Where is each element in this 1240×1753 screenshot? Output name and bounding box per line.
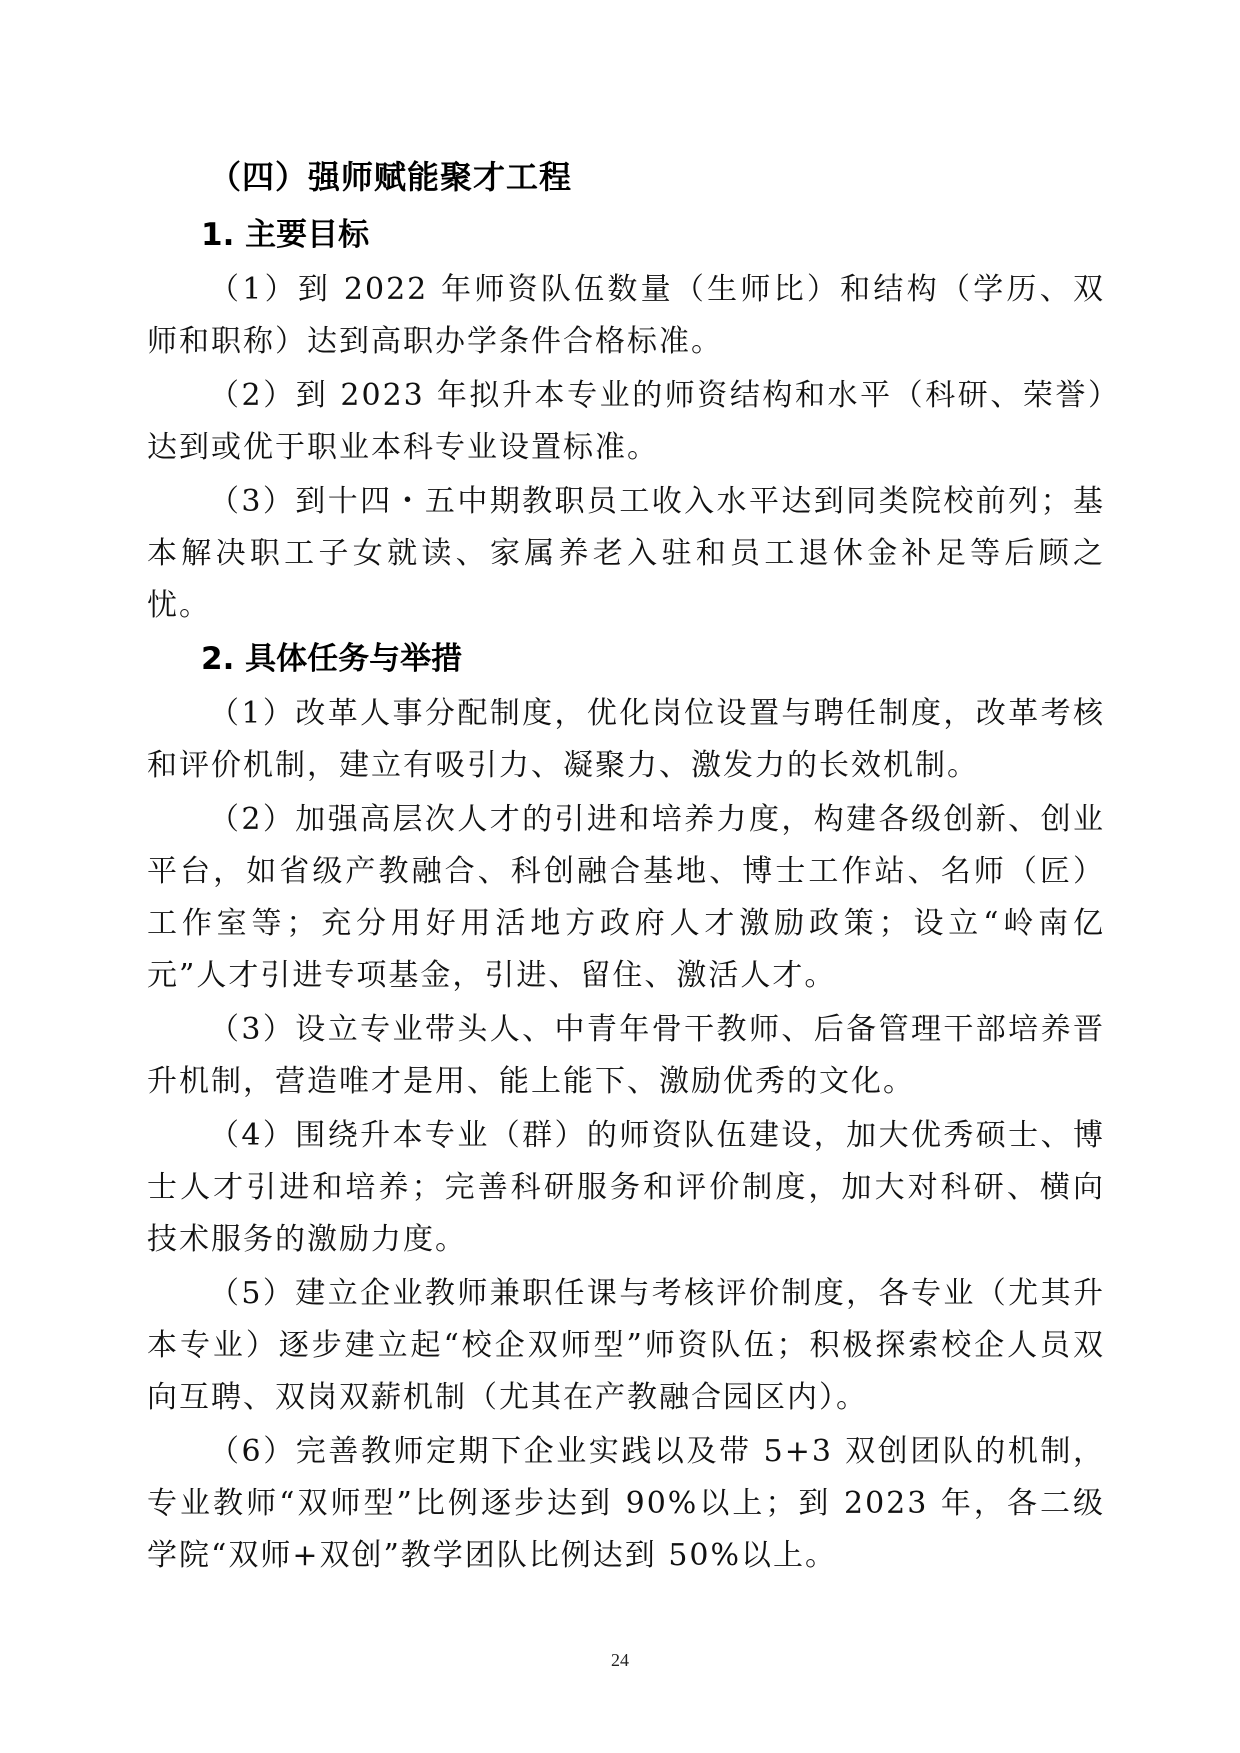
task-paragraph-3: （3）设立专业带头人、中青年骨干教师、后备管理干部培养晋升机制，营造唯才是用、能上能下、激励优秀的文化。 — [147, 1012, 1105, 1099]
section-title: （四）强师赋能聚才工程 — [209, 158, 573, 196]
task-paragraph-2: （2）加强高层次人才的引进和培养力度，构建各级创新、创业平台，如省级产教融合、科创融合基地、博士工作站、名师（匠）工作室等；充分用好用活地方政府人才激励政策；设立“岭南亿元”人才引进专项基金，引进、留住、激活人才。 — [147, 802, 1105, 993]
goal-paragraph-3: （3）到十四・五中期教职员工收入水平达到同类院校前列；基本解决职工子女就读、家属养老入驻和员工退休金补足等后顾之忧。 — [147, 484, 1105, 623]
task-paragraph-6: （6）完善教师定期下企业实践以及带 5+3 双创团队的机制，专业教师“双师型”比例逐步达到 90%以上；到 2023 年，各二级学院“双师+双创”教学团队比例达到 50%以上。 — [147, 1434, 1105, 1573]
task-paragraph-1: （1）改革人事分配制度，优化岗位设置与聘任制度，改革考核和评价机制，建立有吸引力、凝聚力、激发力的长效机制。 — [147, 696, 1105, 783]
goal-paragraph-1: （1）到 2022 年师资队伍数量（生师比）和结构（学历、双师和职称）达到高职办学条件合格标准。 — [147, 272, 1105, 359]
page-number: 24 — [611, 1650, 629, 1670]
tasks-heading: 2. 具体任务与举措 — [201, 641, 463, 677]
page-content — [147, 152, 1105, 1584]
task-paragraph-5: （5）建立企业教师兼职任课与考核评价制度，各专业（尤其升本专业）逐步建立起“校企双师型”师资队伍；积极探索校企人员双向互聘、双岗双薪机制（尤其在产教融合园区内）。 — [147, 1276, 1105, 1415]
task-paragraph-4: （4）围绕升本专业（群）的师资队伍建设，加大优秀硕士、博士人才引进和培养；完善科研服务和评价制度，加大对科研、横向技术服务的激励力度。 — [147, 1118, 1105, 1257]
goals-heading: 1. 主要目标 — [201, 217, 370, 253]
goal-paragraph-2: （2）到 2023 年拟升本专业的师资结构和水平（科研、荣誉）达到或优于职业本科专业设置标准。 — [147, 378, 1105, 465]
